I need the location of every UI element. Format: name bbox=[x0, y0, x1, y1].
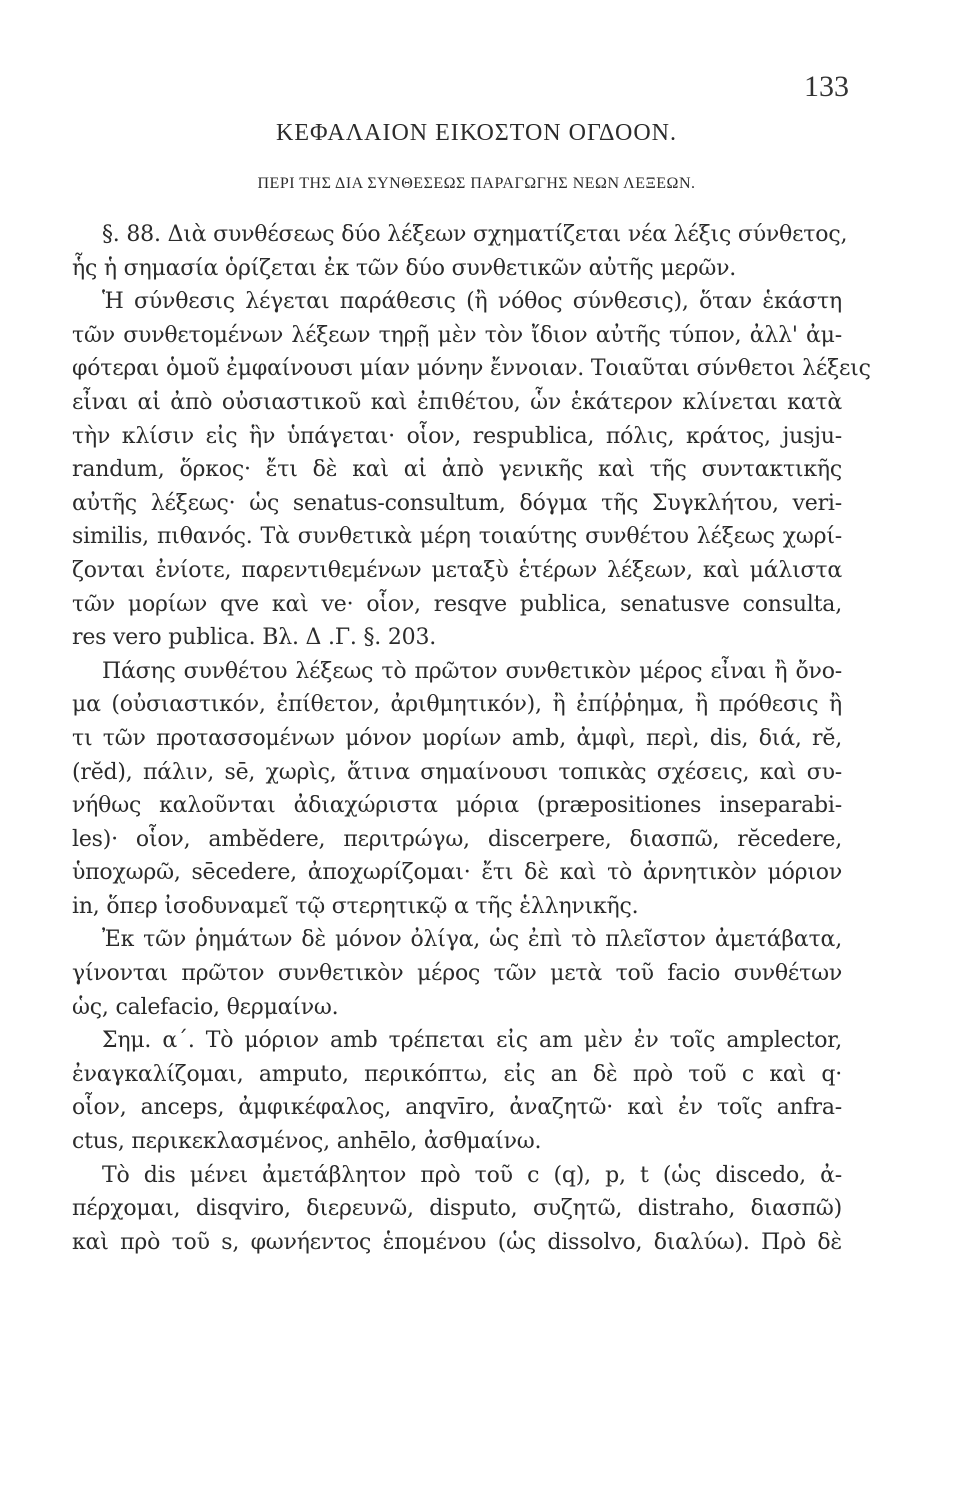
text-line: γίνονται πρῶτον συνθετικὸν μέρος τῶν μετὰ τοῦ facio συνθέτων bbox=[72, 961, 842, 987]
text-line: φότεραι ὁμοῦ ἐμφαίνουσι μίαν μόνην ἔννοιαν. Τοιαῦται σύνθετοι λέξεις bbox=[72, 356, 871, 382]
paragraph-section-88 bbox=[72, 218, 848, 285]
text-line: Ἡ σύνθεσις λέγεται παράθεσις (ἢ νόθος σύνθεσις), ὅταν ἑκάστη bbox=[102, 289, 842, 315]
text-line: οἷον, anceps, ἀμφικέφαλος, anqvīro, ἀναζητῶ· καὶ ἐν τοῖς anfra- bbox=[72, 1095, 842, 1121]
text-line: (rĕd), πάλιν, sē, χωρὶς, ἅτινα σημαίνουσι τοπικὰς σχέσεις, καὶ συ- bbox=[72, 759, 842, 785]
text-line: πέρχομαι, disqviro, διερευνῶ, disputo, συζητῶ, distraho, διασπῶ) bbox=[72, 1196, 842, 1222]
text-line: randum, ὅρκος· ἔτι δὲ καὶ αἱ ἀπὸ γενικῆς καὶ τῆς συντακτικῆς bbox=[72, 457, 842, 483]
paragraph-verbs bbox=[72, 923, 842, 1024]
chapter-title: ΚΕΦΑΛΑΙΟΝ ΕΙΚΟΣΤΟΝ ΟΓΔΟΟΝ. bbox=[276, 120, 677, 146]
text-line: ctus, περικεκλασμένος, anhēlo, ἀσθμαίνω. bbox=[72, 1129, 542, 1155]
text-line: τῶν μορίων qve καὶ ve· οἷον, resqve publica, senatusve consulta, bbox=[72, 591, 842, 617]
text-line: αὐτῆς λέξεως· ὡς senatus-consultum, δόγμα τῆς Συγκλήτου, veri- bbox=[72, 490, 842, 516]
text-line: in, ὅπερ ἰσοδυναμεῖ τῷ στερητικῷ α τῆς ἑλληνικῆς. bbox=[72, 893, 639, 919]
text-line: ὑποχωρῶ, sēcedere, ἀποχωρίζομαι· ἔτι δὲ καὶ τὸ ἀρνητικὸν μόριον bbox=[72, 860, 842, 886]
text-line: similis, πιθανός. Τὰ συνθετικὰ μέρη τοιαύτης συνθέτου λέξεως χωρί- bbox=[72, 524, 842, 550]
text-line: τὴν κλίσιν εἰς ἣν ὑπάγεται· οἷον, respublica, πόλις, κράτος, jusju- bbox=[72, 423, 842, 449]
text-line: §. 88. Διὰ συνθέσεως δύο λέξεων σχηματίζεται νέα λέξις σύνθετος, bbox=[102, 222, 848, 247]
body-text bbox=[72, 218, 871, 1259]
paragraph-first-component bbox=[72, 655, 842, 924]
text-line: καὶ πρὸ τοῦ s, φωνήεντος ἑπομένου (ὡς dissolvo, διαλύω). Πρὸ δὲ bbox=[72, 1229, 842, 1255]
text-line: ἧς ἡ σημασία ὁρίζεται ἐκ τῶν δύο συνθετικῶν αὐτῆς μερῶν. bbox=[72, 255, 737, 281]
text-line: res vero publica. Βλ. Δ .Γ. §. 203. bbox=[72, 625, 437, 651]
text-line: τῶν συνθετομένων λέξεων τηρῇ μὲν τὸν ἴδιον αὐτῆς τύπον, ἀλλ' ἀμ- bbox=[72, 322, 842, 348]
text-line: Σημ. α΄. Τὸ μόριον amb τρέπεται εἰς am μὲν ἐν τοῖς amplector, bbox=[102, 1028, 842, 1054]
text-line: νήθως καλοῦνται ἀδιαχώριστα μόρια (præpositiones inseparabi- bbox=[72, 793, 842, 819]
text-line: ἐναγκαλίζομαι, amputo, περικόπτω, εἰς an δὲ πρὸ τοῦ c καὶ q· bbox=[72, 1061, 842, 1087]
text-line: Πάσης συνθέτου λέξεως τὸ πρῶτον συνθετικὸν μέρος εἶναι ἢ ὄνο- bbox=[102, 658, 842, 684]
text-line: εἶναι αἱ ἀπὸ οὐσιαστικοῦ καὶ ἐπιθέτου, ὧν ἑκάτερον κλίνεται κατὰ bbox=[72, 389, 842, 415]
text-line: les)· οἷον, ambĕdere, περιτρώγω, discerpere, διασπῶ, rĕcedere, bbox=[72, 826, 842, 852]
text-line: ζονται ἐνίοτε, παρεντιθεμένων μεταξὺ ἑτέρων λέξεων, καὶ μάλιστα bbox=[72, 557, 842, 583]
section-title: ΠΕΡΙ ΤΗΣ ΔΙΑ ΣΥΝΘΕΣΕΩΣ ΠΑΡΑΓΩΓΗΣ ΝΕΩΝ ΛΕΞΕΩΝ. bbox=[257, 175, 696, 192]
text-line: ὡς, calefacio, θερμαίνω. bbox=[72, 994, 339, 1020]
text-line: Τὸ dis μένει ἀμετάβλητον πρὸ τοῦ c (q), p, t (ὡς discedo, ἀ- bbox=[102, 1162, 842, 1188]
paragraph-note-a bbox=[72, 1024, 842, 1158]
text-line: τι τῶν προτασσομένων μόνον μορίων amb, ἀμφὶ, περὶ, dis, διά, rĕ, bbox=[72, 725, 842, 751]
page-number: 133 bbox=[804, 70, 849, 103]
paragraph-parathesis bbox=[72, 285, 871, 655]
text-line: μα (οὐσιαστικόν, ἐπίθετον, ἀριθμητικόν), ἢ ἐπίῤῥημα, ἢ πρόθεσις ἢ bbox=[72, 692, 842, 718]
text-line: Ἐκ τῶν ῥημάτων δὲ μόνον ὀλίγα, ὡς ἐπὶ τὸ πλεῖστον ἀμετάβατα, bbox=[102, 927, 842, 953]
paragraph-dis bbox=[72, 1159, 842, 1260]
